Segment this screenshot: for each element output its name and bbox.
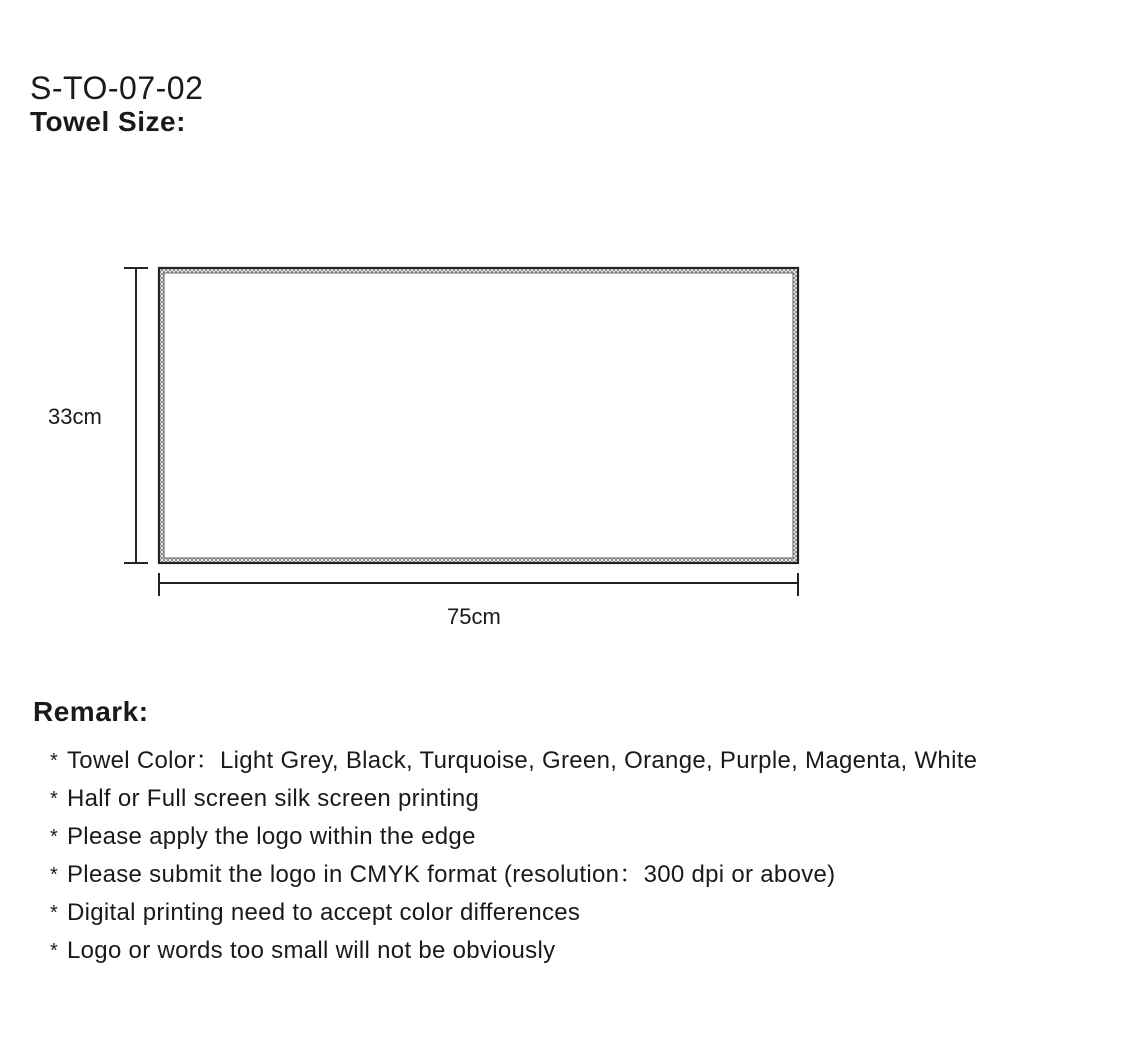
remark-text: Towel Color：Light Grey, Black, Turquoise, Green, Orange, Purple, Magenta, White [67, 747, 978, 774]
product-code: S-TO-07-02 [30, 70, 204, 106]
bullet-star: * [50, 902, 59, 924]
towel-outline [159, 268, 798, 563]
remark-text: Digital printing need to accept color differences [67, 899, 581, 926]
remark-item [50, 818, 977, 856]
remark-list [50, 742, 977, 970]
width-dimension-line [159, 573, 798, 596]
remark-item [50, 856, 977, 894]
height-label: 33cm [48, 404, 102, 429]
remark-heading: Remark: [33, 696, 149, 727]
remark-text: Logo or words too small will not be obviously [67, 937, 556, 964]
remark-item [50, 742, 977, 780]
remark-text: Please apply the logo within the edge [67, 823, 476, 850]
remark-item [50, 780, 977, 818]
bullet-star: * [50, 788, 59, 810]
bullet-star: * [50, 940, 59, 962]
remark-text: Please submit the logo in CMYK format (resolution：300 dpi or above) [67, 861, 836, 888]
towel-size-heading: Towel Size: [30, 106, 186, 137]
bullet-star: * [50, 864, 59, 886]
bullet-star: * [50, 826, 59, 848]
bullet-star: * [50, 750, 59, 772]
remark-item [50, 894, 977, 932]
width-label: 75cm [447, 604, 501, 629]
remark-text: Half or Full screen silk screen printing [67, 785, 480, 812]
remark-item [50, 932, 977, 970]
height-dimension-line [124, 268, 148, 563]
